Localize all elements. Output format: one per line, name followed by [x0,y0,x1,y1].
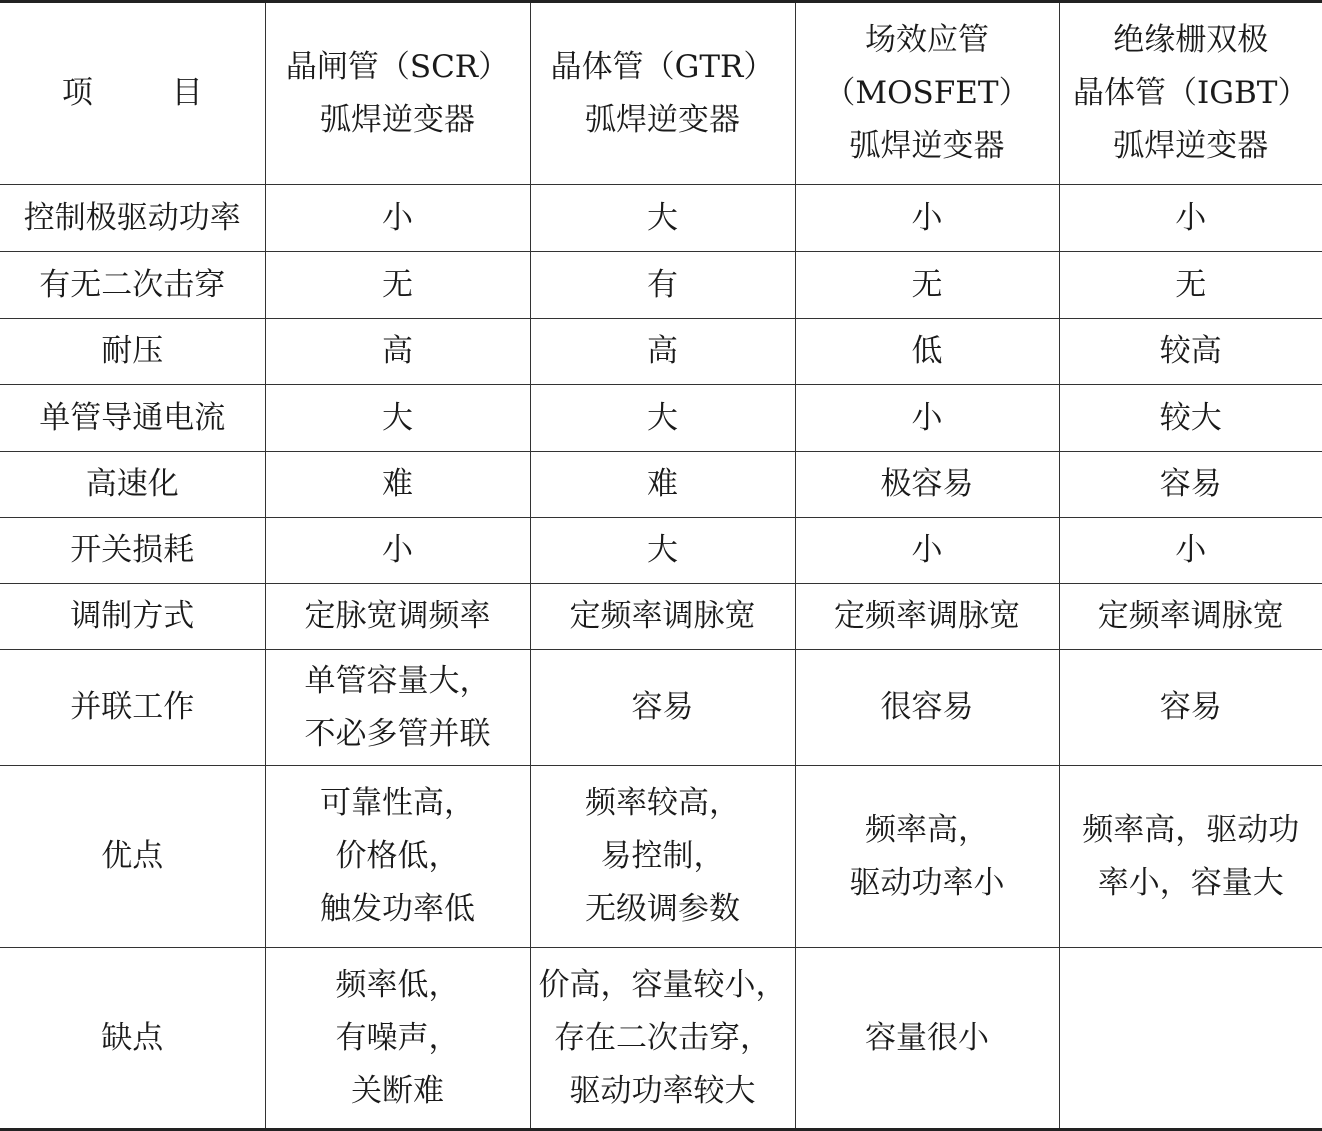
header-mosfet-cell [795,2,1059,185]
table-cell [530,766,795,948]
cell-line: 易控制， [600,838,725,874]
cell-line: 频率低， [335,966,460,1003]
table-cell [265,185,530,252]
table-row [0,385,1322,452]
row-label: 耐压 [0,319,265,385]
table-cell [530,948,795,1130]
cell-line: 不必多管并联 [304,715,491,752]
row-label: 高速化 [0,452,265,518]
cell-line: 大 [382,399,413,436]
table-cell [795,319,1059,385]
cell-line: 小 [911,399,943,436]
header-line: 晶体管（IGBT） [1073,75,1309,111]
cell-line: 定频率调脉宽 [1097,598,1284,634]
table-cell [1059,385,1322,452]
table-cell [1059,185,1322,252]
header-line: 弧焊逆变器 [1113,128,1269,164]
table-row [0,650,1322,766]
cell-line: 单管容量大， [304,662,491,699]
header-line: 晶体管（GTR） [550,48,775,85]
cell-line: 容易 [631,689,694,725]
cell-line: 高 [647,333,678,369]
row-label: 并联工作 [0,650,265,766]
table-cell [1059,584,1322,650]
cell-line: 价格低， [335,838,460,874]
row-label: 有无二次击穿 [0,252,265,319]
table-cell [530,584,795,650]
cell-line: 频率高，驱动功 [1082,811,1300,848]
cell-line: 较高 [1159,333,1222,369]
table-cell [795,766,1059,948]
table-row [0,518,1322,584]
table-cell [265,948,530,1130]
cell-line: 大 [647,199,678,236]
table-cell [530,452,795,518]
row-label: 控制极驱动功率 [0,185,265,252]
table-cell [1059,766,1322,948]
table-row [0,319,1322,385]
row-label: 开关损耗 [0,518,265,584]
table-row [0,252,1322,319]
cell-line: 极容易 [880,466,974,502]
header-line: （MOSFET） [824,75,1030,111]
table-cell [530,518,795,584]
cell-line: 有噪声， [335,1019,460,1056]
cell-line: 无 [382,266,413,303]
cell-line: 大 [647,532,678,568]
cell-line: 驱动功率小 [849,864,1005,901]
table-row [0,766,1322,948]
table-cell [530,252,795,319]
table-cell [795,650,1059,766]
table-cell [795,518,1059,584]
cell-line: 小 [911,532,943,568]
cell-line: 小 [911,199,943,236]
row-label: 优点 [0,766,265,948]
cell-line: 高 [382,333,413,369]
header-scr-cell [265,2,530,185]
table-cell [265,518,530,584]
cell-line: 定频率调脉宽 [569,598,756,634]
table-cell [1059,650,1322,766]
table-cell [530,650,795,766]
table-cell [795,185,1059,252]
header-item-label: 项 目 [61,75,203,111]
table-cell [530,185,795,252]
cell-line: 无级调参数 [585,891,740,927]
cell-line: 无 [1175,266,1207,303]
cell-line: 难 [382,466,413,502]
cell-line: 触发功率低 [320,891,475,927]
cell-line: 价高，容量较小， [538,966,787,1003]
header-item-cell [0,2,265,185]
cell-line: 较大 [1159,399,1222,436]
header-line: 晶闸管（SCR） [285,48,510,85]
cell-line: 驱动功率较大 [569,1072,756,1109]
table-cell [530,385,795,452]
cell-line: 小 [382,199,413,236]
cell-line: 率小，容量大 [1097,864,1284,901]
header-line: 弧焊逆变器 [320,101,475,138]
cell-line: 容易 [1159,466,1222,502]
header-line: 弧焊逆变器 [585,101,740,138]
cell-line: 难 [647,466,678,502]
cell-line: 容易 [1159,689,1222,725]
table-row [0,948,1322,1130]
table-cell [265,650,530,766]
cell-line: 小 [1175,532,1207,568]
table-row [0,185,1322,252]
cell-line: 有 [647,266,678,303]
row-label: 缺点 [0,948,265,1130]
table-cell [530,319,795,385]
row-label: 单管导通电流 [0,385,265,452]
header-line: 场效应管 [865,22,989,58]
header-igbt-cell [1059,2,1322,185]
table-cell [1059,319,1322,385]
cell-line: 频率较高， [585,785,740,821]
cell-line: 低 [911,333,943,369]
table-cell [795,584,1059,650]
cell-line: 很容易 [880,689,974,725]
table-cell [265,385,530,452]
table-cell [795,948,1059,1130]
table-cell [265,584,530,650]
header-gtr-cell [530,2,795,185]
table-cell [795,252,1059,319]
table-cell [265,252,530,319]
cell-line: 无 [911,266,943,303]
cell-line: 定脉宽调频率 [304,598,491,634]
cell-line: 容量很小 [865,1019,989,1056]
table-cell [265,452,530,518]
header-line: 弧焊逆变器 [849,128,1005,164]
cell-line: 可靠性高， [320,785,475,821]
cell-line: 关断难 [351,1072,444,1109]
table-cell [1059,252,1322,319]
table-row [0,452,1322,518]
table-cell [265,766,530,948]
table-cell [795,385,1059,452]
table-cell [795,452,1059,518]
cell-line: 大 [647,399,678,436]
table-cell [265,319,530,385]
cell-line: 存在二次击穿， [554,1019,771,1056]
cell-line: 定频率调脉宽 [834,598,1020,634]
row-label: 调制方式 [0,584,265,650]
cell-line: 小 [382,532,413,568]
table-row [0,584,1322,650]
table-cell [1059,518,1322,584]
header-line: 绝缘栅双极 [1113,22,1269,58]
table-cell [1059,452,1322,518]
header-row [0,2,1322,185]
cell-line: 频率高， [865,811,989,848]
cell-line: 小 [1175,199,1207,236]
table-cell-empty [1059,948,1322,1130]
